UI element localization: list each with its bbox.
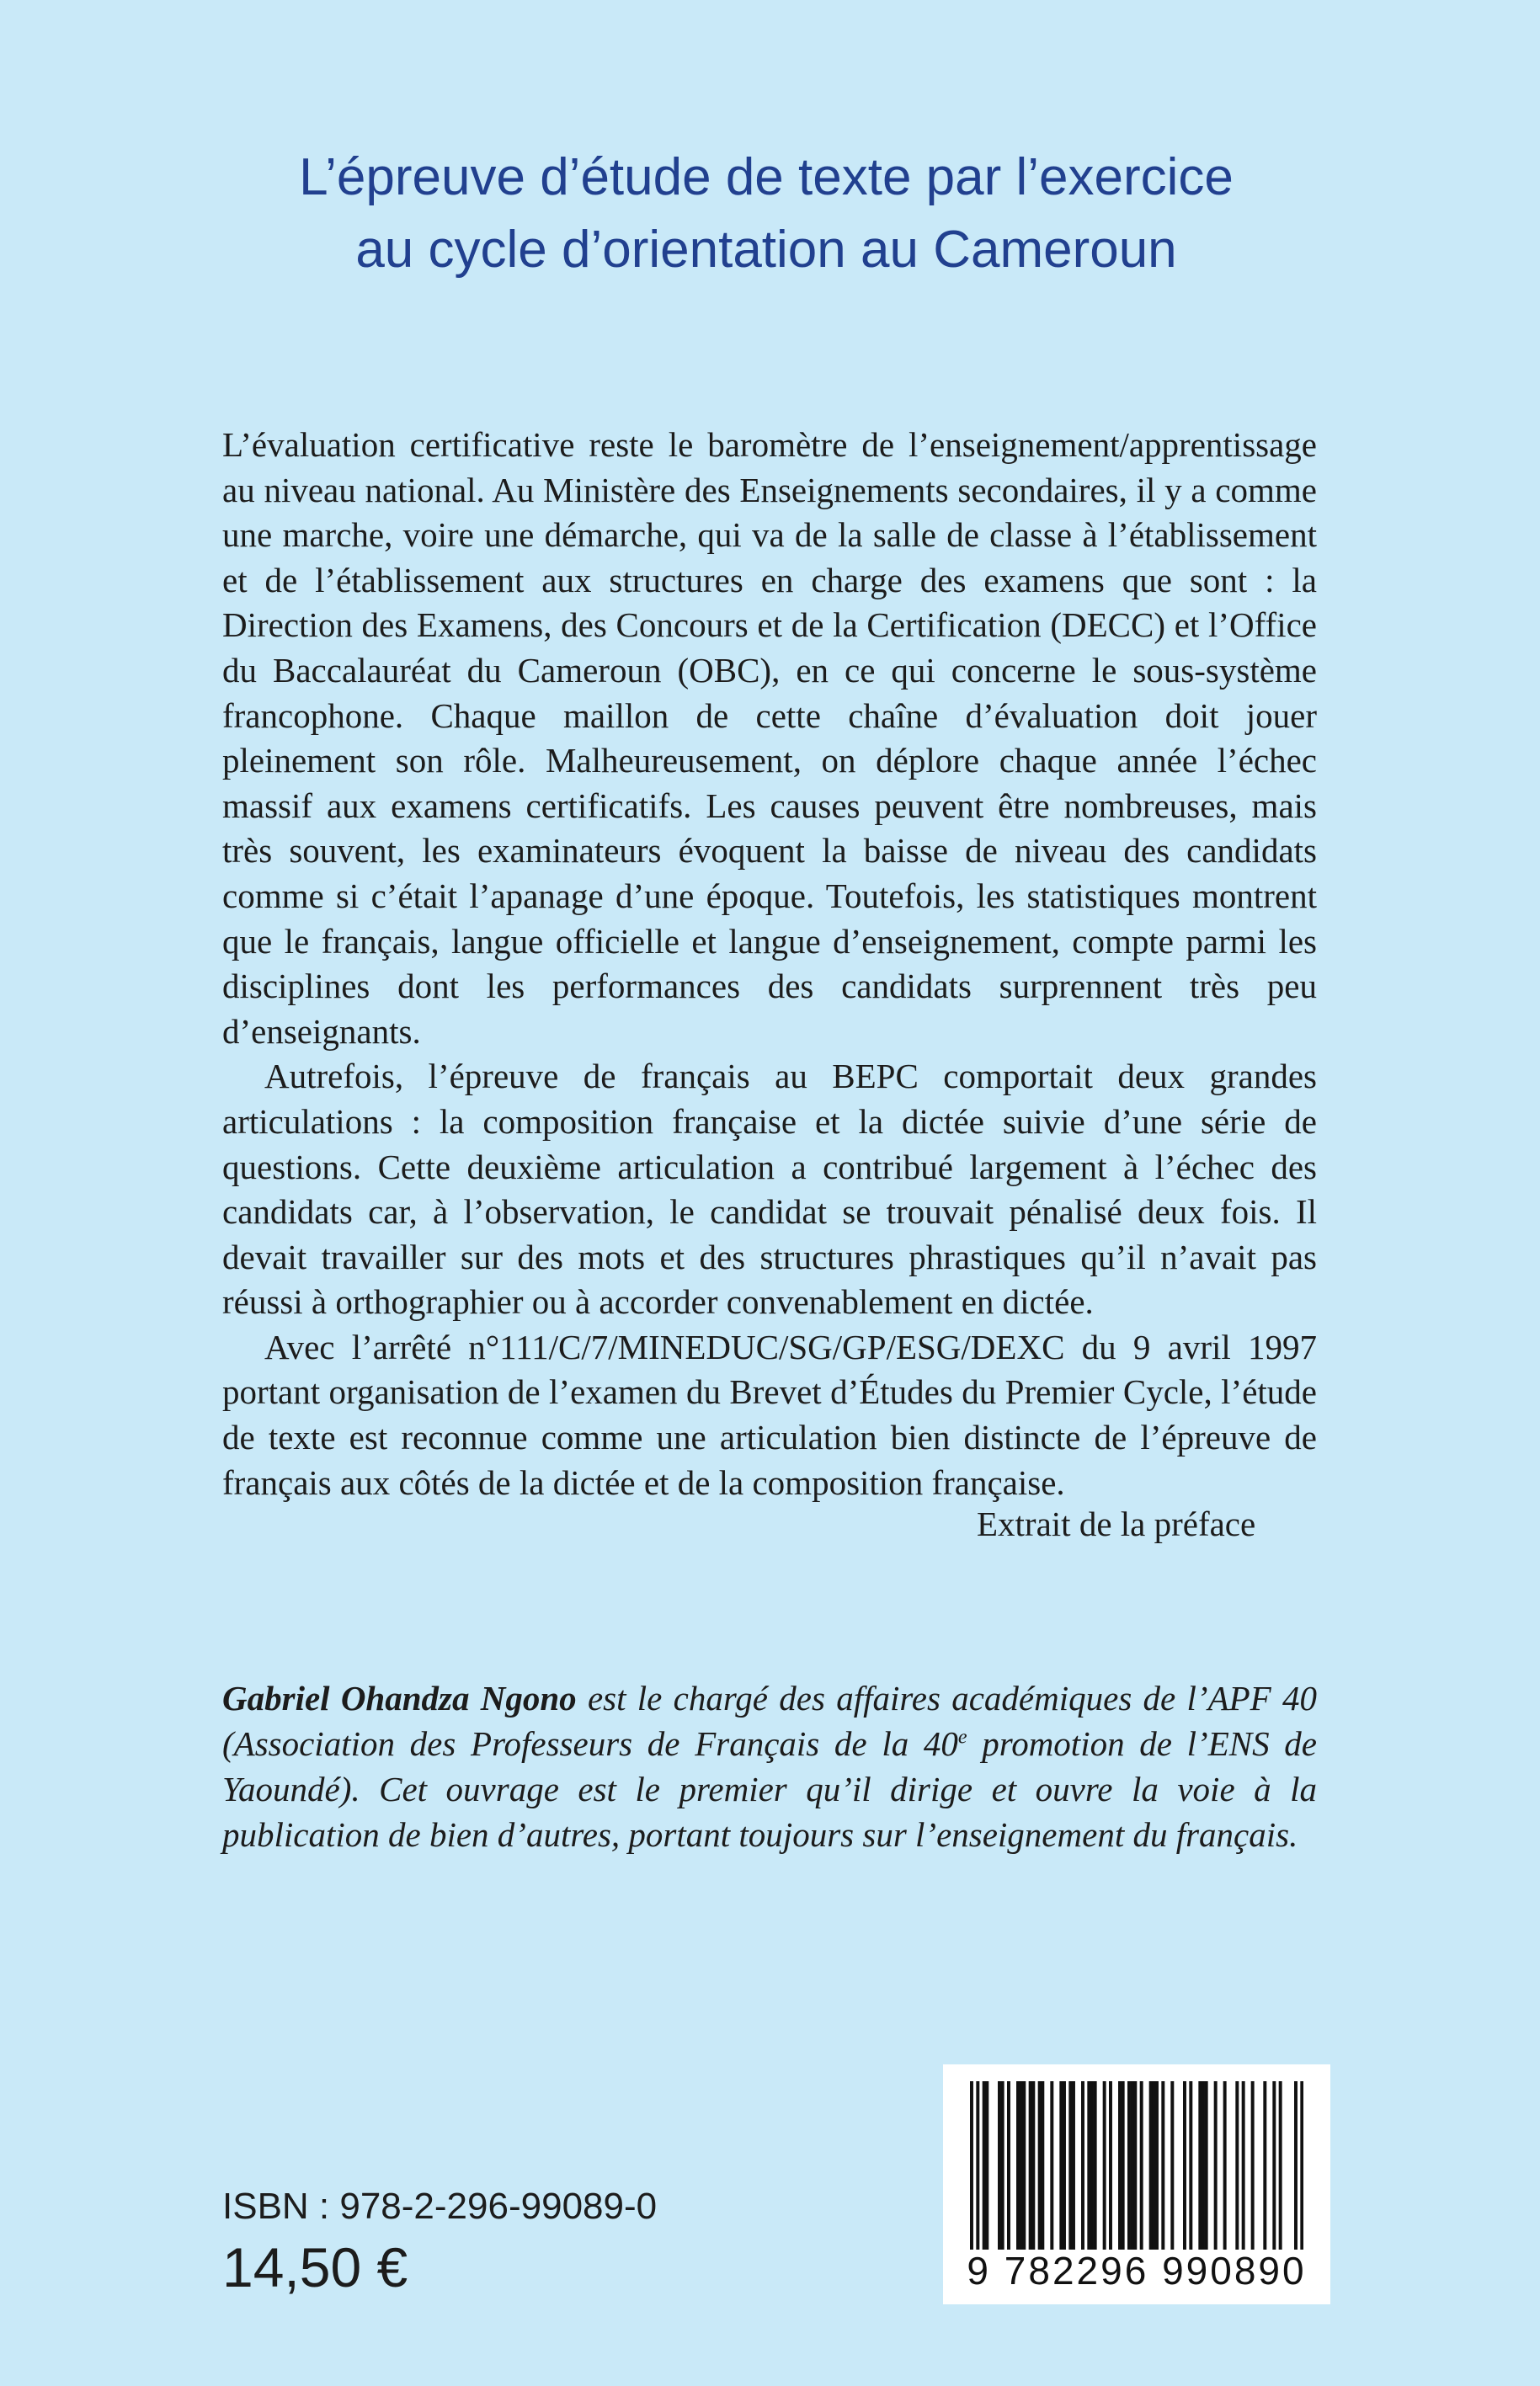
barcode-bar bbox=[1272, 2081, 1276, 2250]
title-line-1: L’épreuve d’étude de texte par l’exercice bbox=[299, 148, 1234, 206]
barcode-bar bbox=[1031, 2081, 1035, 2250]
barcode-bar bbox=[1007, 2081, 1010, 2250]
barcode-bar bbox=[1161, 2081, 1164, 2250]
book-title bbox=[168, 141, 1364, 286]
barcode-bar bbox=[1016, 2081, 1020, 2250]
barcode-bar bbox=[970, 2081, 973, 2250]
barcode-bar bbox=[1050, 2081, 1053, 2250]
barcode-bar bbox=[1059, 2081, 1063, 2250]
barcode-bar bbox=[1294, 2081, 1298, 2250]
barcode-bar bbox=[1183, 2081, 1186, 2250]
barcode-bar bbox=[1029, 2081, 1032, 2250]
barcode-bar bbox=[1090, 2081, 1094, 2250]
barcode-bar bbox=[1041, 2081, 1044, 2250]
barcode-bar bbox=[1223, 2081, 1227, 2250]
author-bio-part-1: est le chargé des affaires académiques de l’APF 40 (Association des Professeurs de Français de la 40 bbox=[222, 1679, 1317, 1763]
barcode-bar bbox=[1022, 2081, 1026, 2250]
barcode-bar bbox=[1133, 2081, 1137, 2250]
barcode-bar bbox=[1072, 2081, 1075, 2250]
author-bio-part-2: promotion de l’ENS de Yaoundé). Cet ouvrage est le premier qu’il dirige et ouvre la voie à la publication de bien d’autres, portant toujours sur l’enseignement du français. bbox=[222, 1724, 1317, 1854]
barcode-bar bbox=[1118, 2081, 1122, 2250]
barcode-bar bbox=[1205, 2081, 1208, 2250]
barcode-bar bbox=[1300, 2081, 1303, 2250]
barcode-bar bbox=[1094, 2081, 1097, 2250]
barcode-bar bbox=[1189, 2081, 1192, 2250]
barcode-bar bbox=[998, 2081, 1001, 2250]
excerpt-source: Extrait de la préface bbox=[977, 1505, 1256, 1543]
barcode-digits: 9 782296 990890 bbox=[967, 2249, 1307, 2293]
barcode-bar bbox=[1122, 2081, 1125, 2250]
barcode-bar bbox=[983, 2081, 986, 2250]
barcode-bar bbox=[1279, 2081, 1282, 2250]
barcode-bar bbox=[1170, 2081, 1174, 2250]
barcode-bar bbox=[1081, 2081, 1084, 2250]
barcode-bar bbox=[1251, 2081, 1255, 2250]
barcode-bar bbox=[1140, 2081, 1143, 2250]
barcode-bar bbox=[1063, 2081, 1066, 2250]
barcode-bar bbox=[1001, 2081, 1004, 2250]
preface-excerpt bbox=[222, 423, 1317, 1505]
barcode-bar bbox=[1038, 2081, 1042, 2250]
barcode-bar bbox=[976, 2081, 979, 2250]
barcode-bar bbox=[1263, 2081, 1266, 2250]
barcode-bar bbox=[1242, 2081, 1245, 2250]
barcode-bar bbox=[1152, 2081, 1155, 2250]
barcode bbox=[943, 2064, 1330, 2304]
barcode-bar bbox=[1127, 2081, 1131, 2250]
barcode-bar bbox=[1202, 2081, 1205, 2250]
author-name: Gabriel Ohandza Ngono bbox=[222, 1679, 577, 1718]
barcode-bar bbox=[1087, 2081, 1090, 2250]
author-bio-superscript: e bbox=[957, 1726, 967, 1749]
barcode-bar bbox=[1131, 2081, 1134, 2250]
barcode-bar bbox=[1214, 2081, 1218, 2250]
preface-paragraph-2: Autrefois, l’épreuve de français au BEPC comportait deux grandes articulations : la composition française et la dictée suivie d’une série de questions. Cette deuxième articulation a contribué largement à l’échec des candidats car, à l’observation, le candidat se trouvait pénalisé deux fois. Il devait travailler sur des mots et des structures phrastiques qu’il n’avait pas réussi à orthographier ou à accorder convenablement en dictée. bbox=[222, 1057, 1317, 1322]
preface-paragraph-1: L’évaluation certificative reste le baromètre de l’enseignement/apprentissage au niveau national. Au Ministère des Enseignements secondaires, il y a comme une marche, voire une démarche, qui va de la salle de classe à l’établissement et de l’établissement aux structures en charge des examens que sont : la Direction des Examens, des Concours et de la Certification (DECC) et l’Office du Baccalauréat du Cameroun (OBC), en ce qui concerne le sous-système francophone. Chaque maillon de cette chaîne d’évaluation doit jouer pleinement son rôle. Malheureusement, on déplore chaque année l’échec massif aux examens certificatifs. Les causes peuvent être nombreuses, mais très souvent, les examinateurs évoquent la baisse de niveau des candidats comme si c’était l’apanage d’une époque. Toutefois, les statistiques montrent que le français, langue officielle et langue d’enseignement, compte parmi les disciplines dont les performances des candidats surprennent très peu d’enseignants. bbox=[222, 425, 1317, 1051]
barcode-bar bbox=[1068, 2081, 1072, 2250]
barcode-bar bbox=[1155, 2081, 1159, 2250]
barcode-bar bbox=[1235, 2081, 1239, 2250]
barcode-bar bbox=[1103, 2081, 1106, 2250]
barcode-bar bbox=[1020, 2081, 1023, 2250]
barcode-bar bbox=[1149, 2081, 1153, 2250]
barcode-bars bbox=[970, 2081, 1303, 2250]
author-bio bbox=[222, 1675, 1317, 1857]
isbn: ISBN : 978-2-296-99089-0 bbox=[222, 2186, 658, 2227]
price: 14,50 € bbox=[222, 2236, 408, 2298]
title-line-2: au cycle d’orientation au Cameroun bbox=[355, 221, 1177, 279]
barcode-bar bbox=[1198, 2081, 1202, 2250]
preface-paragraph-3: Avec l’arrêté n°111/C/7/MINEDUC/SG/GP/ESG/DEXC du 9 avril 1997 portant organisation de l’examen du Brevet d’Études du Premier Cycle, l’étude de texte est reconnue comme une articulation bien distincte de l’épreuve de français aux côtés de la dictée et de la composition française. bbox=[222, 1327, 1317, 1502]
barcode-bar bbox=[1109, 2081, 1112, 2250]
barcode-bar bbox=[985, 2081, 988, 2250]
